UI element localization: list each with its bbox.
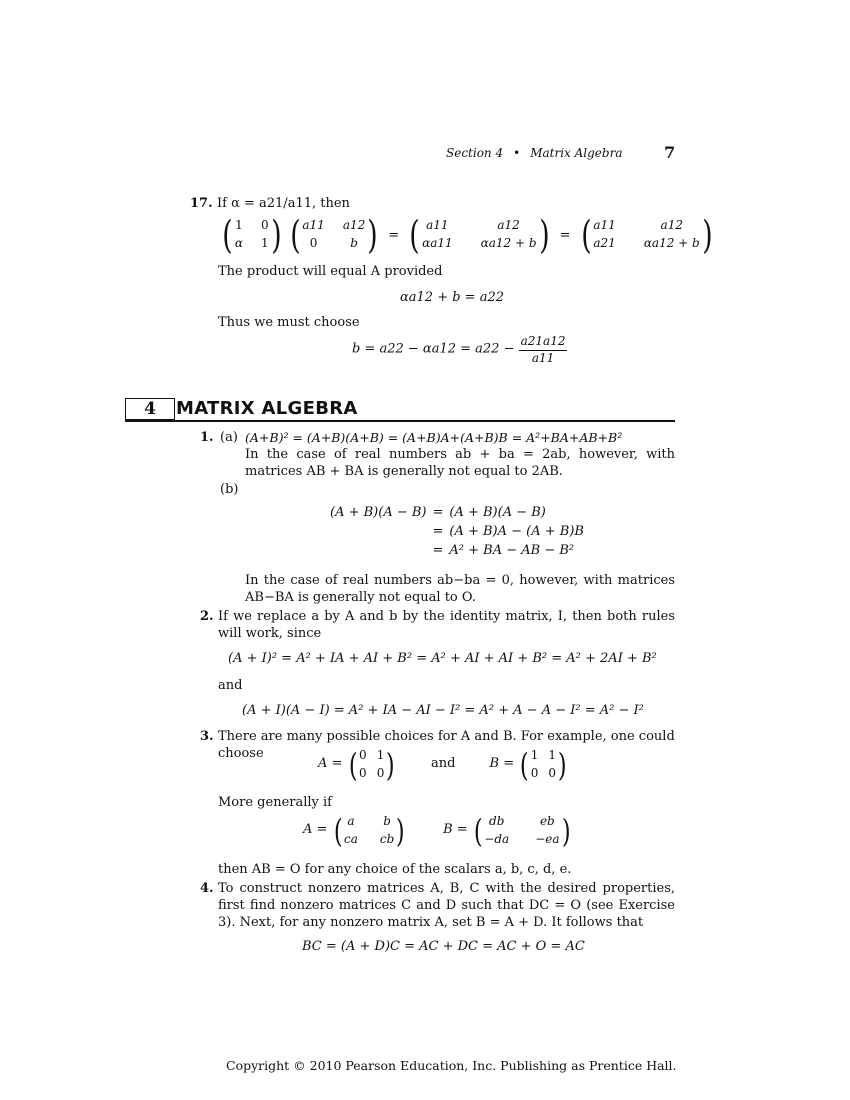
exercise-2-number: 2.: [200, 609, 214, 624]
fraction: $\frac{a21a12}{a11}$: [520, 334, 566, 365]
section-divider: [125, 420, 675, 422]
matrix-a: ( 0 1 0 0 ): [348, 745, 395, 784]
exercise-17-condition: αa12 + b = a22: [400, 290, 504, 305]
exercise-1a-equation: (A+B)² = (A+B)(A+B) = (A+B)A+(A+B)B = A²+BA+AB+B²: [245, 430, 623, 445]
exercise-17-product-text: The product will equal A provided: [218, 264, 443, 279]
copyright-footer: Copyright © 2010 Pearson Education, Inc. Publishing as Prentice Hall.: [226, 1058, 677, 1073]
exercise-1b-aligned-equation: (A + B)(A − B) = (A + B)(A − B) = (A + B)A − (A + B)B = A² + BA − AB − B²: [330, 505, 584, 558]
exercise-2-equation-2: (A + I)(A − I) = A² + IA − AI − I² = A² + A − A − I² = A² − I²: [242, 703, 644, 718]
matrix-b: ( 1 1 0 0 ): [520, 745, 567, 784]
exercise-1-number: 1.: [200, 430, 214, 445]
exercise-2-equation-1: (A + I)² = A² + IA + AI + B² = A² + AI + AI + B² = A² + 2AI + B²: [228, 651, 657, 666]
exercise-2-and: and: [218, 678, 243, 693]
header-title: Matrix Algebra: [530, 146, 623, 160]
matrix-3: ( a11 a12 αa11 αa12 + b ): [409, 213, 550, 257]
exercise-3-number: 3.: [200, 729, 214, 744]
exercise-4-text: To construct nonzero matrices A, B, C with the desired properties, first find nonzero matrices C and D such that DC = O (see Exercise 3). Next, for any nonzero matrix A, set B = A + D. It follows that: [218, 881, 675, 930]
exercise-17-thus-text: Thus we must choose: [218, 315, 360, 330]
exercise-4-number: 4.: [200, 881, 214, 896]
exercise-1-part-b: (b): [220, 482, 239, 497]
exercise-4-equation: BC = (A + D)C = AC + DC = AC + O = AC: [302, 939, 585, 954]
running-header: [446, 146, 622, 162]
exercise-1b-text: In the case of real numbers ab−ba = 0, however, with matrices AB−BA is generally not equal to O.: [245, 573, 675, 605]
section-title: MATRIX ALGEBRA: [176, 398, 358, 419]
exercise-2-text: If we replace a by A and b by the identity matrix, I, then both rules will work, since: [218, 609, 675, 641]
matrix-a-general: ( a b ca cb ): [333, 811, 405, 850]
matrix-2: ( a11 a12 0 b ): [289, 213, 378, 257]
exercise-17-matrix-product: ( 1 0 α 1 ) ( a11 a12 0 b ) = ( a11 a12 αa11 αa12 + b ) = ( a11 a12 a21 αa12 + b ): [220, 216, 715, 254]
exercise-17-choice-equation: b = a22 − αa12 = a22 − $\frac{a21a12}{a11}$: [352, 334, 566, 365]
exercise-1-part-a: (a): [220, 430, 238, 445]
section-number-box: 4: [125, 398, 175, 420]
exercise-3-example-matrices: A = ( 0 1 0 0 ) and B = ( 1 1 0 0 ): [318, 745, 567, 784]
exercise-3-then-text: then AB = O for any choice of the scalars a, b, c, d, e.: [218, 862, 572, 877]
exercise-17-number: 17.: [190, 196, 213, 211]
exercise-3-more-text: More generally if: [218, 795, 332, 810]
exercise-3-general-matrices: A = ( a b ca cb ) B = ( db eb −da −ea ): [303, 811, 571, 850]
exercise-17-intro: If α = a21/a11, then: [217, 196, 350, 211]
matrix-b-general: ( db eb −da −ea ): [473, 811, 571, 850]
exercise-1a-text: In the case of real numbers ab + ba = 2ab, however, with matrices AB + BA is generally not equal to 2AB.: [245, 447, 675, 479]
matrix-4: ( a11 a12 a21 αa12 + b ): [580, 213, 713, 257]
header-section: Section 4: [446, 146, 504, 160]
exercise-3-text: There are many possible choices for A and B. For example, one could choose: [218, 729, 675, 761]
bullet-icon: •: [513, 146, 521, 160]
page-number: 7: [664, 143, 676, 162]
matrix-1: ( 1 0 α 1 ): [222, 213, 282, 257]
